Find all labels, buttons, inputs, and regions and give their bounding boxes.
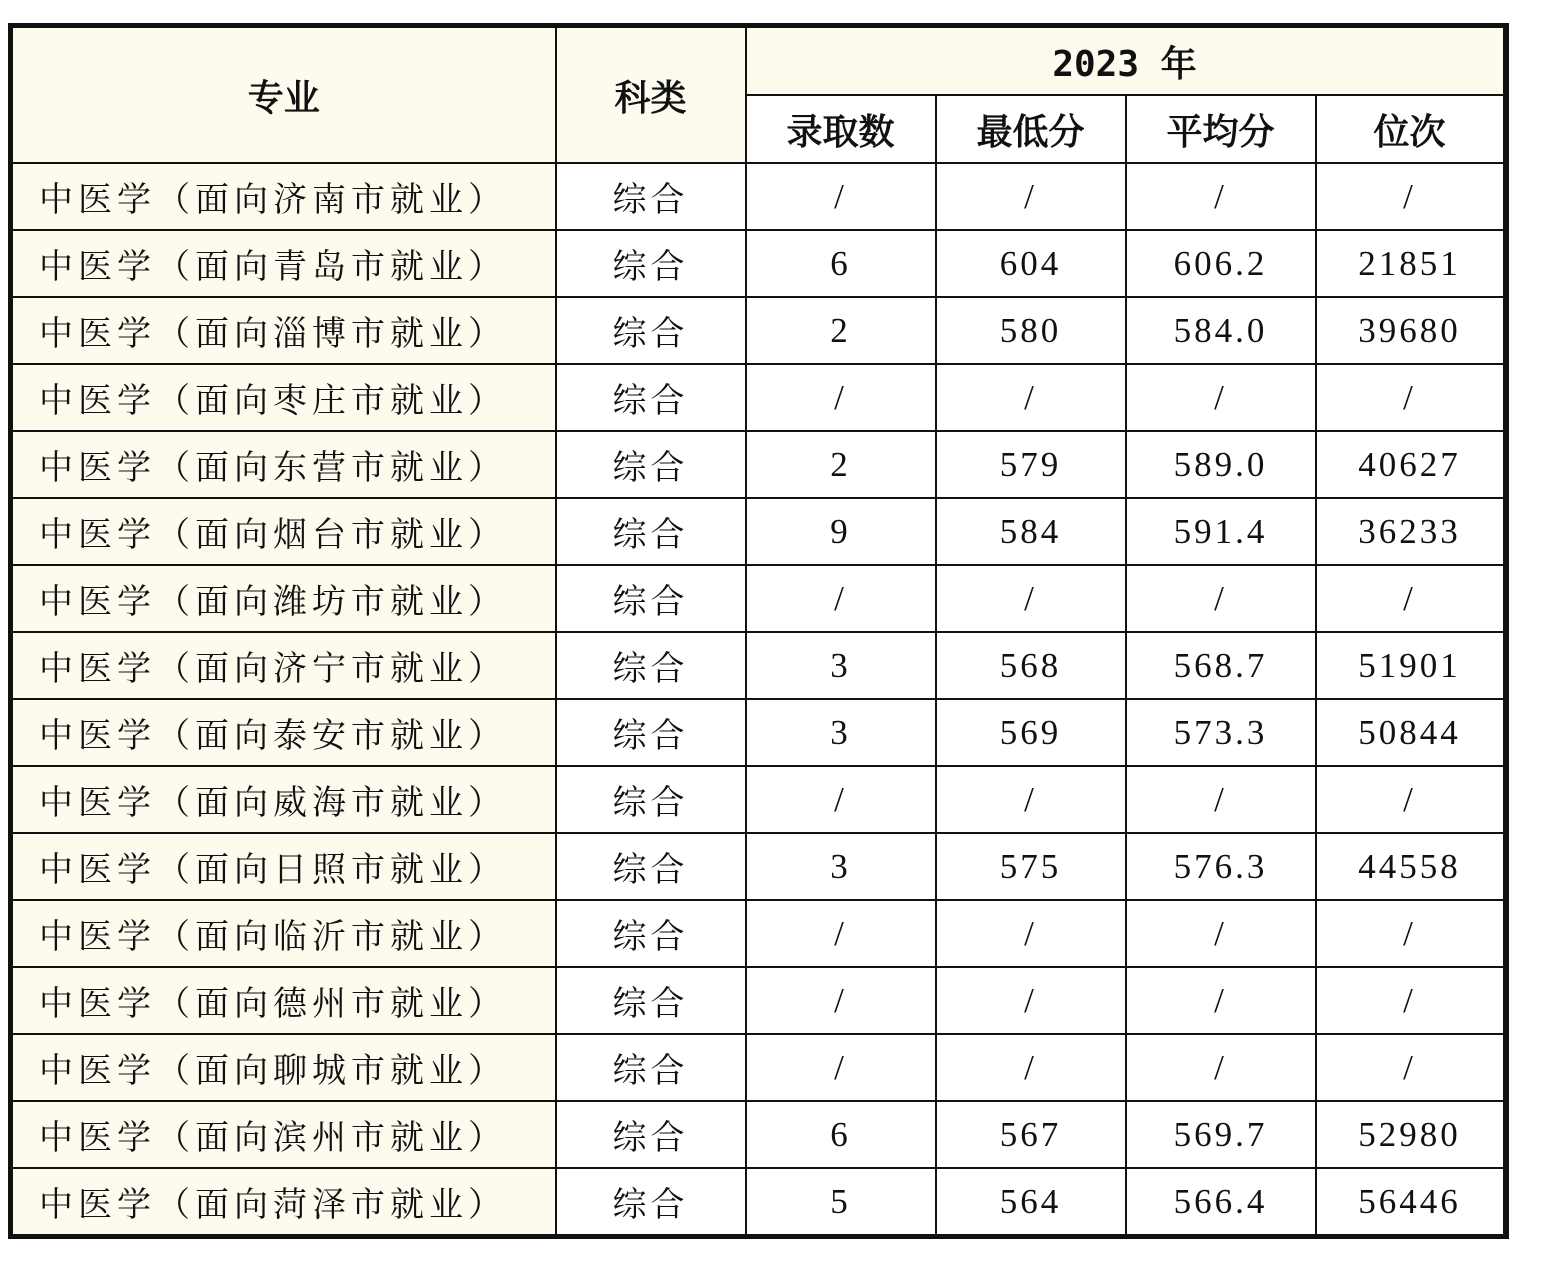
rank-cell: 40627: [1316, 431, 1506, 498]
min-score-cell: /: [936, 766, 1126, 833]
min-score-cell: /: [936, 364, 1126, 431]
count-cell: /: [746, 565, 936, 632]
min-score-cell: 569: [936, 699, 1126, 766]
major-cell: 中医学（面向泰安市就业）: [11, 699, 556, 766]
min-score-cell: /: [936, 1034, 1126, 1101]
min-score-cell: 564: [936, 1168, 1126, 1237]
count-cell: /: [746, 766, 936, 833]
avg-score-cell: /: [1126, 163, 1316, 230]
category-cell: 综合: [556, 431, 746, 498]
count-cell: 9: [746, 498, 936, 565]
category-cell: 综合: [556, 163, 746, 230]
header-year: 2023 年: [746, 26, 1506, 96]
category-cell: 综合: [556, 1034, 746, 1101]
rank-cell: 52980: [1316, 1101, 1506, 1168]
avg-score-cell: 576.3: [1126, 833, 1316, 900]
rank-cell: 44558: [1316, 833, 1506, 900]
major-cell: 中医学（面向菏泽市就业）: [11, 1168, 556, 1237]
table-row: [11, 632, 1506, 699]
count-cell: 3: [746, 833, 936, 900]
count-cell: /: [746, 364, 936, 431]
category-cell: 综合: [556, 1168, 746, 1237]
avg-score-cell: 606.2: [1126, 230, 1316, 297]
table-row: [11, 766, 1506, 833]
rank-cell: /: [1316, 900, 1506, 967]
count-cell: /: [746, 900, 936, 967]
major-cell: 中医学（面向烟台市就业）: [11, 498, 556, 565]
rank-cell: 50844: [1316, 699, 1506, 766]
major-cell: 中医学（面向淄博市就业）: [11, 297, 556, 364]
header-category: 科类: [556, 26, 746, 164]
avg-score-cell: /: [1126, 1034, 1316, 1101]
table-row: [11, 1034, 1506, 1101]
avg-score-cell: 568.7: [1126, 632, 1316, 699]
header-avg-score: 平均分: [1126, 95, 1316, 163]
count-cell: 5: [746, 1168, 936, 1237]
category-cell: 综合: [556, 1101, 746, 1168]
min-score-cell: /: [936, 565, 1126, 632]
admission-table: [8, 23, 1509, 1239]
category-cell: 综合: [556, 565, 746, 632]
major-cell: 中医学（面向潍坊市就业）: [11, 565, 556, 632]
avg-score-cell: /: [1126, 766, 1316, 833]
avg-score-cell: /: [1126, 565, 1316, 632]
count-cell: 3: [746, 632, 936, 699]
rank-cell: /: [1316, 1034, 1506, 1101]
min-score-cell: 575: [936, 833, 1126, 900]
table-row: [11, 900, 1506, 967]
category-cell: 综合: [556, 833, 746, 900]
category-cell: 综合: [556, 498, 746, 565]
avg-score-cell: 589.0: [1126, 431, 1316, 498]
table-row: [11, 1101, 1506, 1168]
avg-score-cell: 566.4: [1126, 1168, 1316, 1237]
category-cell: 综合: [556, 900, 746, 967]
rank-cell: 36233: [1316, 498, 1506, 565]
table-row: [11, 699, 1506, 766]
min-score-cell: 584: [936, 498, 1126, 565]
table-row: [11, 230, 1506, 297]
count-cell: 2: [746, 297, 936, 364]
header-major: 专业: [11, 26, 556, 164]
table-row: [11, 498, 1506, 565]
avg-score-cell: /: [1126, 900, 1316, 967]
min-score-cell: 580: [936, 297, 1126, 364]
avg-score-cell: 573.3: [1126, 699, 1316, 766]
min-score-cell: /: [936, 163, 1126, 230]
count-cell: /: [746, 1034, 936, 1101]
rank-cell: 21851: [1316, 230, 1506, 297]
header-rank: 位次: [1316, 95, 1506, 163]
count-cell: 6: [746, 230, 936, 297]
table-row: [11, 1168, 1506, 1237]
table-row: [11, 163, 1506, 230]
count-cell: /: [746, 967, 936, 1034]
table-row: [11, 967, 1506, 1034]
table-row: [11, 431, 1506, 498]
rank-cell: /: [1316, 967, 1506, 1034]
header-count: 录取数: [746, 95, 936, 163]
major-cell: 中医学（面向滨州市就业）: [11, 1101, 556, 1168]
major-cell: 中医学（面向济宁市就业）: [11, 632, 556, 699]
category-cell: 综合: [556, 632, 746, 699]
min-score-cell: /: [936, 900, 1126, 967]
rank-cell: 39680: [1316, 297, 1506, 364]
category-cell: 综合: [556, 699, 746, 766]
count-cell: 6: [746, 1101, 936, 1168]
min-score-cell: 579: [936, 431, 1126, 498]
rank-cell: /: [1316, 163, 1506, 230]
rank-cell: /: [1316, 364, 1506, 431]
avg-score-cell: /: [1126, 364, 1316, 431]
count-cell: 3: [746, 699, 936, 766]
category-cell: 综合: [556, 967, 746, 1034]
count-cell: /: [746, 163, 936, 230]
rank-cell: 51901: [1316, 632, 1506, 699]
category-cell: 综合: [556, 364, 746, 431]
major-cell: 中医学（面向济南市就业）: [11, 163, 556, 230]
major-cell: 中医学（面向临沂市就业）: [11, 900, 556, 967]
category-cell: 综合: [556, 230, 746, 297]
major-cell: 中医学（面向聊城市就业）: [11, 1034, 556, 1101]
major-cell: 中医学（面向日照市就业）: [11, 833, 556, 900]
avg-score-cell: 591.4: [1126, 498, 1316, 565]
rank-cell: 56446: [1316, 1168, 1506, 1237]
category-cell: 综合: [556, 297, 746, 364]
count-cell: 2: [746, 431, 936, 498]
rank-cell: /: [1316, 565, 1506, 632]
header-min-score: 最低分: [936, 95, 1126, 163]
table-row: [11, 364, 1506, 431]
table-row: [11, 297, 1506, 364]
major-cell: 中医学（面向德州市就业）: [11, 967, 556, 1034]
major-cell: 中医学（面向枣庄市就业）: [11, 364, 556, 431]
rank-cell: /: [1316, 766, 1506, 833]
avg-score-cell: /: [1126, 967, 1316, 1034]
avg-score-cell: 584.0: [1126, 297, 1316, 364]
major-cell: 中医学（面向威海市就业）: [11, 766, 556, 833]
min-score-cell: 604: [936, 230, 1126, 297]
table-row: [11, 565, 1506, 632]
major-cell: 中医学（面向东营市就业）: [11, 431, 556, 498]
major-cell: 中医学（面向青岛市就业）: [11, 230, 556, 297]
avg-score-cell: 569.7: [1126, 1101, 1316, 1168]
table-row: [11, 833, 1506, 900]
min-score-cell: 568: [936, 632, 1126, 699]
min-score-cell: /: [936, 967, 1126, 1034]
min-score-cell: 567: [936, 1101, 1126, 1168]
category-cell: 综合: [556, 766, 746, 833]
